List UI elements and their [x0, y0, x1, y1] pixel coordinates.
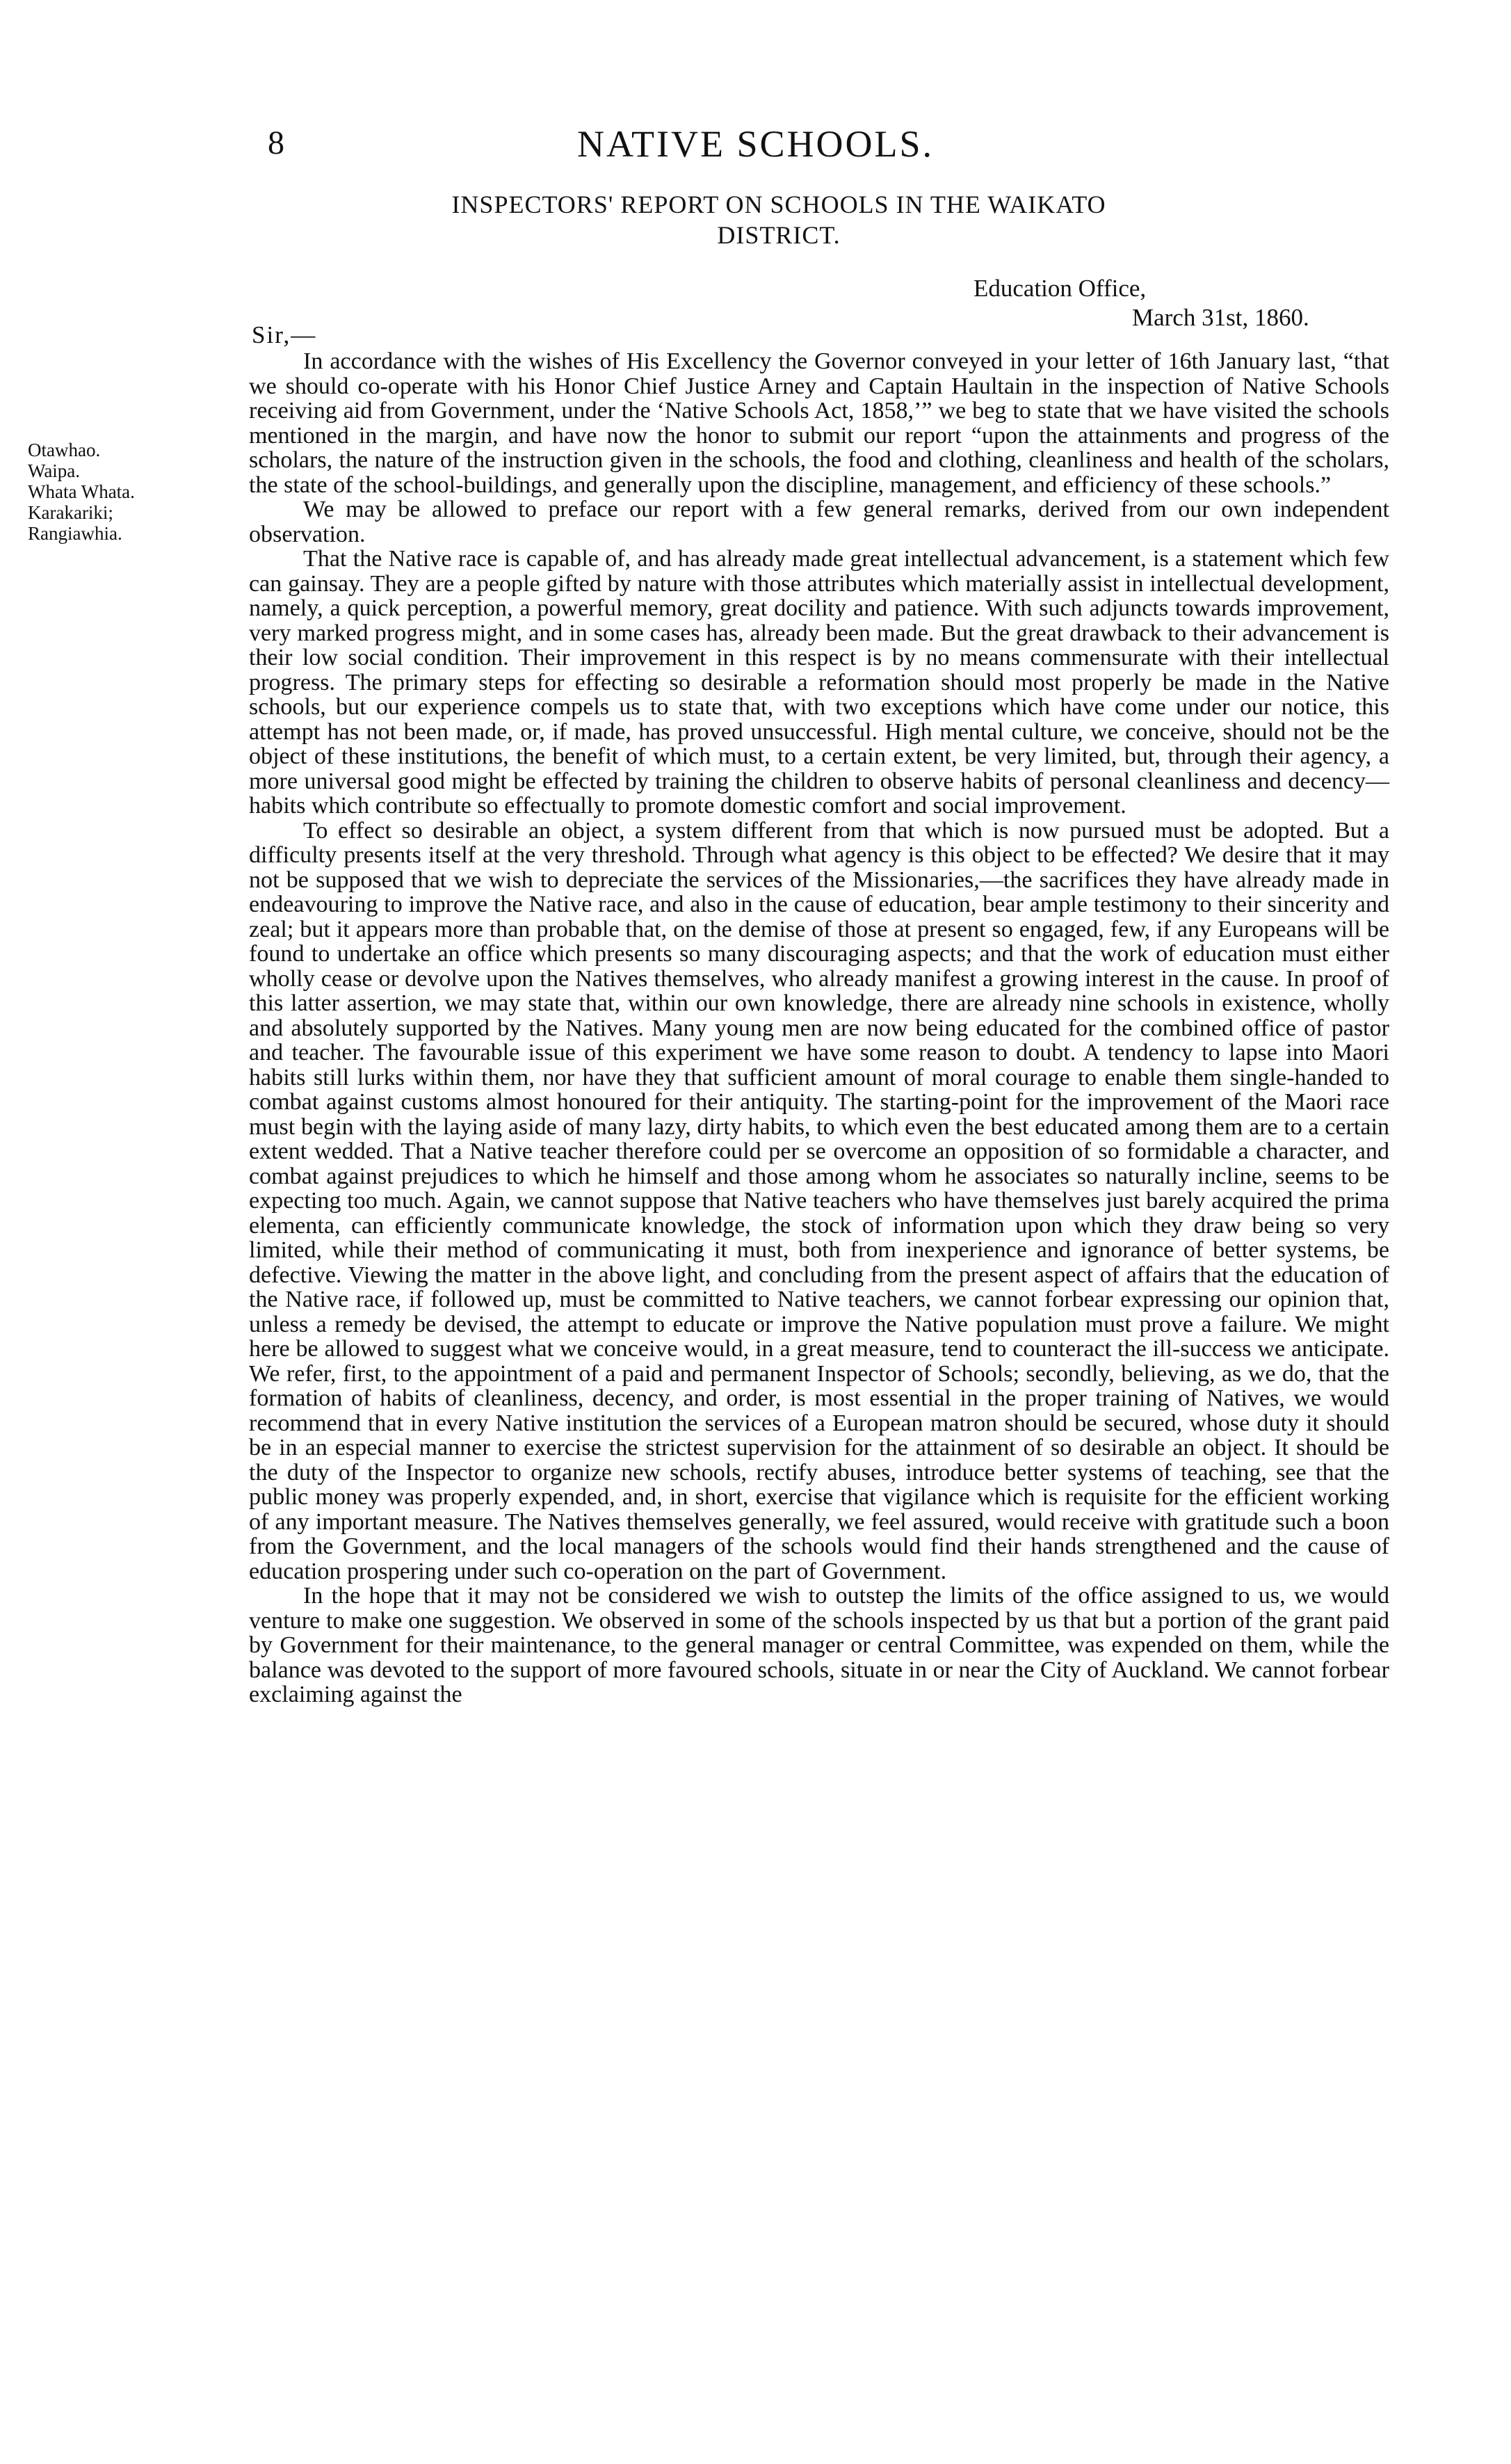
letter-office: Education Office, [973, 275, 1147, 302]
paragraph: To effect so desirable an object, a system different from that which is now pursued must be adopted. But a difficulty presents itself at the very threshold. Through what agency is this object to be effected? We desire that it may not be supposed that we wish to depreciate the services of the Missionaries,—the sacrifices they have already made in endeavouring to improve the Native race, and also in the cause of education, bear ample testimony to their sincerity and zeal; but it appears more than probable that, on the demise of those at present so engaged, few, if any Europeans will be found to undertake an office which presents so many discouraging aspects; and that the work of education must either wholly cease or devolve upon the Natives themselves, who already manifest a growing interest in the cause. In proof of this latter assertion, we may state that, within our own knowledge, there are already nine schools in existence, wholly and absolutely supported by the Natives. Many young men are now being educated for the combined office of pastor and teacher. The favourable issue of this experiment we have some reason to doubt. A tendency to lapse into Maori habits still lurks within them, nor have they that sufficient amount of moral courage to enable them single-handed to combat against customs almost honoured for their antiquity. The starting-point for the improvement of the Maori race must begin with the laying aside of many lazy, dirty habits, to which even the best educated among them are to a certain extent wedded. That a Native teacher therefore could per se overcome an opposition of so formidable a character, and combat against prejudices to which he himself and those among whom he associates so naturally incline, seems to be expecting too much. Again, we cannot suppose that Native teachers who have themselves just barely acquired the prima elementa, can efficiently communicate knowledge, the stock of information upon which they draw being so very limited, while their method of communicating it must, both from inexperience and ignorance of better systems, be defective. Viewing the matter in the above light, and concluding from the present aspect of affairs that the education of the Native race, if followed up, must be committed to Native teachers, we cannot forbear expressing our opinion that, unless a remedy be devised, the attempt to educate or improve the Native population must prove a failure. We might here be allowed to suggest what we conceive would, in a great measure, tend to counteract the ill-success we anticipate. We refer, first, to the appointment of a paid and permanent Inspector of Schools; secondly, believing, as we do, that the formation of habits of cleanliness, decency, and order, is most essential in the proper training of Natives, we would recommend that in every Native institution the services of a European matron should be secured, whose duty it should be in an especial manner to exercise the strictest supervision for the attainment of so desirable an object. It should be the duty of the Inspector to organize new schools, rectify abuses, introduce better systems of teaching, see that the public money was properly expended, and, in short, exercise that vigilance which is requisite for the efficient working of any important measure. The Natives themselves generally, we feel assured, would receive with gratitude such a boon from the Government, and the local managers of the schools would find their hands strengthened and the cause of education prospering under such co-operation on the part of Government. [249, 817, 1389, 1584]
page-number: 8 [268, 124, 284, 161]
report-body [249, 349, 1389, 1707]
margin-note: Otawhao. [28, 440, 101, 460]
report-title-line-1: INSPECTORS' REPORT ON SCHOOLS IN THE WAIKATO [451, 191, 1106, 218]
paragraph: In accordance with the wishes of His Excellency the Governor conveyed in your letter of 16th January last, “that we should co-operate with his Honor Chief Justice Arney and Captain Haultain in the inspection of Native Schools receiving aid from Government, under the ‘Native Schools Act, 1858,’” we beg to state that we have visited the schools mentioned in the margin, and have now the honor to submit our report “upon the attainments and progress of the scholars, the nature of the instruction given in the schools, the food and clothing, cleanliness and health of the scholars, the state of the school-buildings, and generally upon the discipline, management, and efficiency of these schools.” [249, 348, 1389, 498]
report-title [348, 189, 1210, 250]
paragraph: In the hope that it may not be considered we wish to outstep the limits of the office assigned to us, we would venture to make one suggestion. We observed in some of the schools inspected by us that but a portion of the grant paid by Government for their maintenance, to the general manager or central Committee, was expended on them, while the balance was devoted to the support of more favoured schools, situate in or near the City of Auckland. We cannot forbear exclaiming against the [249, 1583, 1389, 1707]
letter-salutation: Sir,— [252, 321, 317, 348]
running-title: NATIVE SCHOOLS. [576, 123, 935, 165]
letter-date: March 31st, 1860. [1132, 304, 1309, 331]
paragraph: That the Native race is capable of, and has already made great intellectual advancement, is a statement which few can gainsay. They are a people gifted by nature with those attributes which materially assist in intellectual development, namely, a quick perception, a powerful memory, great docility and patience. With such adjuncts towards improvement, very marked progress might, and in some cases has, already been made. But the great drawback to their advancement is their low social condition. Their improvement in this respect is by no means commensurate with their intellectual progress. The primary steps for effecting so desirable a reformation should most properly be made in the Native schools, but our experience compels us to state that, with two exceptions which have come under our notice, this attempt has not been made, or, if made, has proved unsuccessful. High mental culture, we conceive, should not be the object of these institutions, the benefit of which must, to a certain extent, be very limited, but, through their agency, a more universal good might be effected by training the children to observe habits of personal cleanliness and decency—habits which contribute so effectually to promote domestic comfort and social improvement. [249, 546, 1389, 819]
paragraph: We may be allowed to preface our report with a few general remarks, derived from our own independent observation. [249, 497, 1389, 547]
margin-notes [28, 440, 135, 544]
margin-note: Rangiawhia. [28, 523, 122, 544]
margin-note: Waipa. [28, 460, 81, 481]
margin-note: Karakariki; [28, 502, 113, 523]
margin-note: Whata Whata. [28, 481, 135, 502]
report-title-line-2: DISTRICT. [717, 221, 841, 249]
